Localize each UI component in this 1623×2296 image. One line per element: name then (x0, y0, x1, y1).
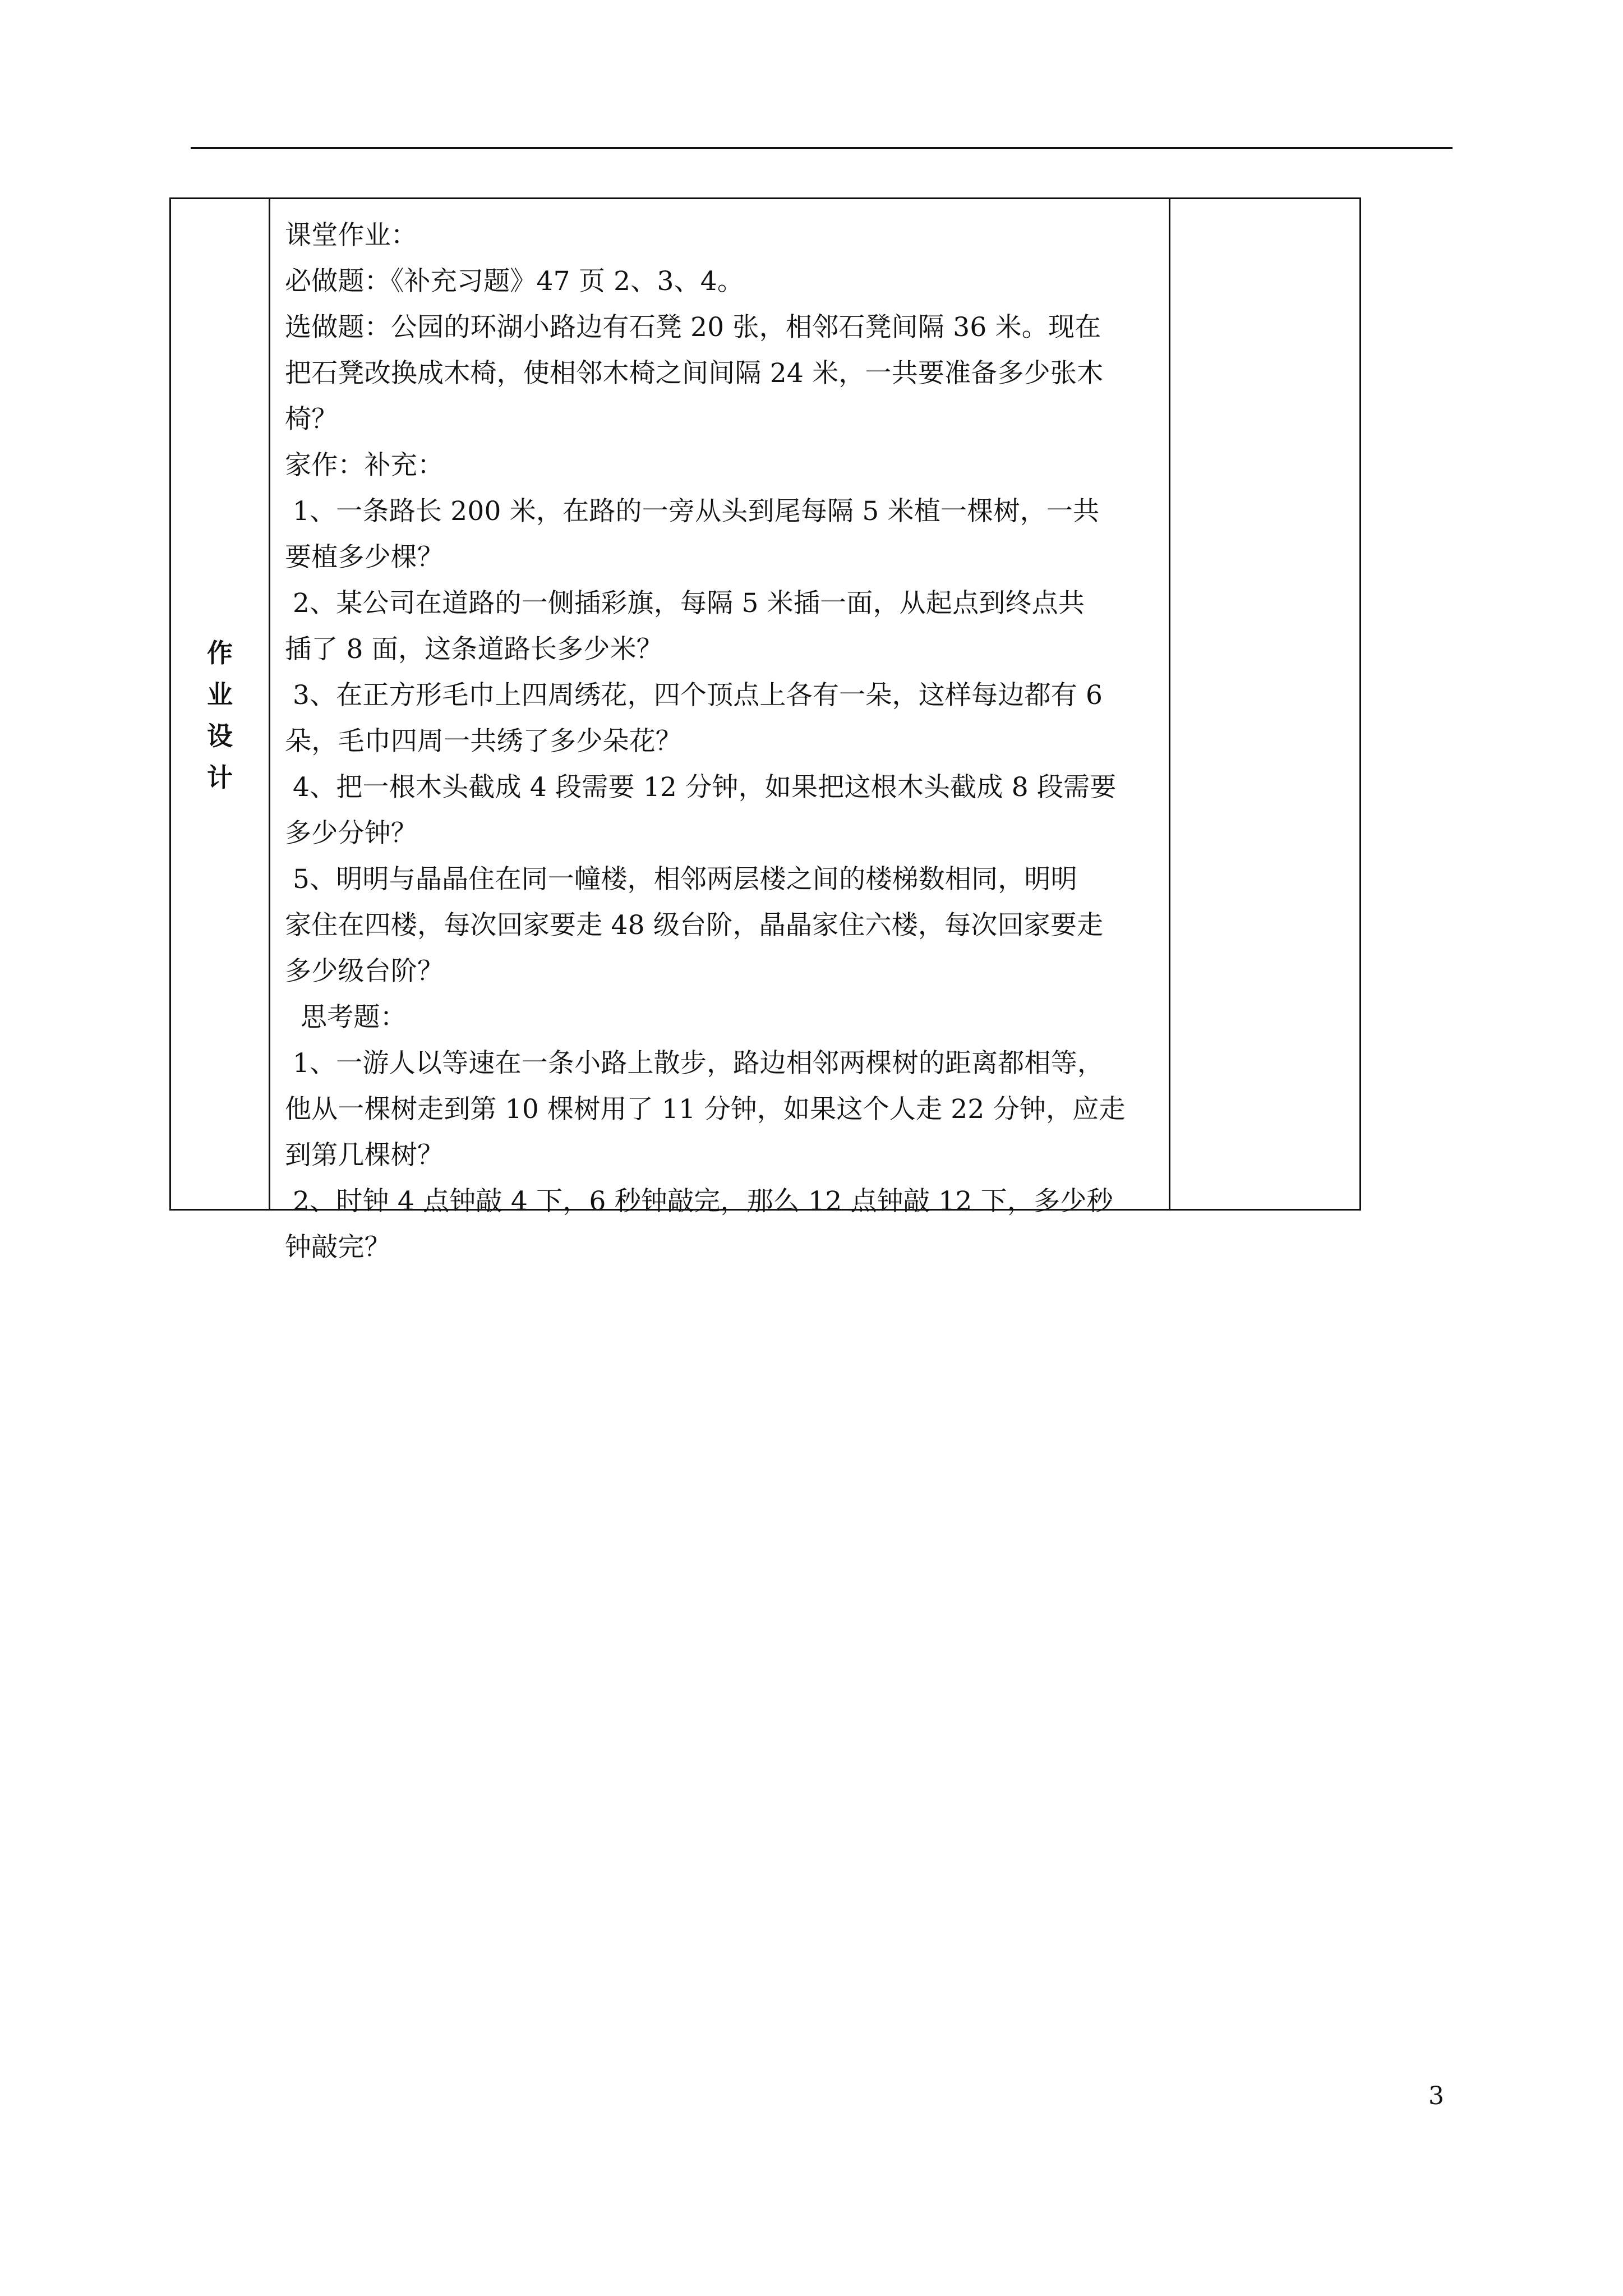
homework-design-table (169, 197, 1361, 1263)
section-label-char: 作 (207, 638, 233, 668)
thinking-heading: 思考题： (301, 1002, 407, 1033)
homework-question-line: 家住在四楼，每次回家要走 48 级台阶，晶晶家住六楼，每次回家要走 (285, 910, 1104, 941)
homework-content-cell (270, 199, 1170, 1263)
optional-exercise-line: 椅？ (285, 404, 338, 435)
page-number: 3 (1428, 2082, 1444, 2110)
thinking-question-line: 到第几棵树？ (285, 1140, 444, 1171)
section-label-cell (171, 199, 270, 1209)
homework-heading: 家作：补充： (285, 450, 444, 481)
homework-question-line: 要植多少棵？ (285, 542, 444, 573)
thinking-question-line: 钟敲完？ (285, 1232, 391, 1263)
required-exercise: 必做题：《补充习题》47 页 2、3、4。 (285, 266, 744, 297)
homework-question-line: 多少分钟？ (285, 818, 417, 849)
homework-question-line: 1、一条路长 200 米，在路的一旁从头到尾每隔 5 米植一棵树，一共 (293, 496, 1100, 527)
section-label (207, 610, 233, 798)
section-label-char: 设 (207, 721, 233, 751)
section-label-char: 计 (207, 762, 233, 793)
section-label-char: 业 (207, 679, 233, 710)
homework-question-line: 5、明明与晶晶住在同一幢楼，相邻两层楼之间的楼梯数相同，明明 (293, 864, 1077, 895)
optional-exercise-line: 选做题：公园的环湖小路边有石凳 20 张，相邻石凳间隔 36 米。现在 (285, 312, 1101, 343)
homework-question-line: 2、某公司在道路的一侧插彩旗，每隔 5 米插一面，从起点到终点共 (293, 588, 1085, 619)
thinking-question-line: 1、一游人以等速在一条小路上散步，路边相邻两棵树的距离都相等， (293, 1048, 1104, 1079)
homework-question-line: 朵，毛巾四周一共绣了多少朵花？ (285, 726, 682, 757)
homework-question-line: 插了 8 面，这条道路长多少米？ (285, 634, 663, 665)
thinking-question-line: 他从一棵树走到第 10 棵树用了 11 分钟，如果这个人走 22 分钟，应走 (285, 1094, 1126, 1125)
thinking-question-line: 2、时钟 4 点钟敲 4 下，6 秒钟敲完，那么 12 点钟敲 12 下，多少秒 (293, 1186, 1113, 1217)
homework-question-line: 多少级台阶？ (285, 956, 444, 987)
header-rule (191, 147, 1453, 149)
homework-question-line: 4、把一根木头截成 4 段需要 12 分钟，如果把这根木头截成 8 段需要 (293, 772, 1117, 803)
classwork-heading: 课堂作业： (285, 220, 417, 251)
homework-question-line: 3、在正方形毛巾上四周绣花，四个顶点上各有一朵，这样每边都有 6 (293, 680, 1103, 711)
notes-cell (1170, 199, 1359, 1209)
optional-exercise-line: 把石凳改换成木椅，使相邻木椅之间间隔 24 米，一共要准备多少张木 (285, 358, 1104, 389)
